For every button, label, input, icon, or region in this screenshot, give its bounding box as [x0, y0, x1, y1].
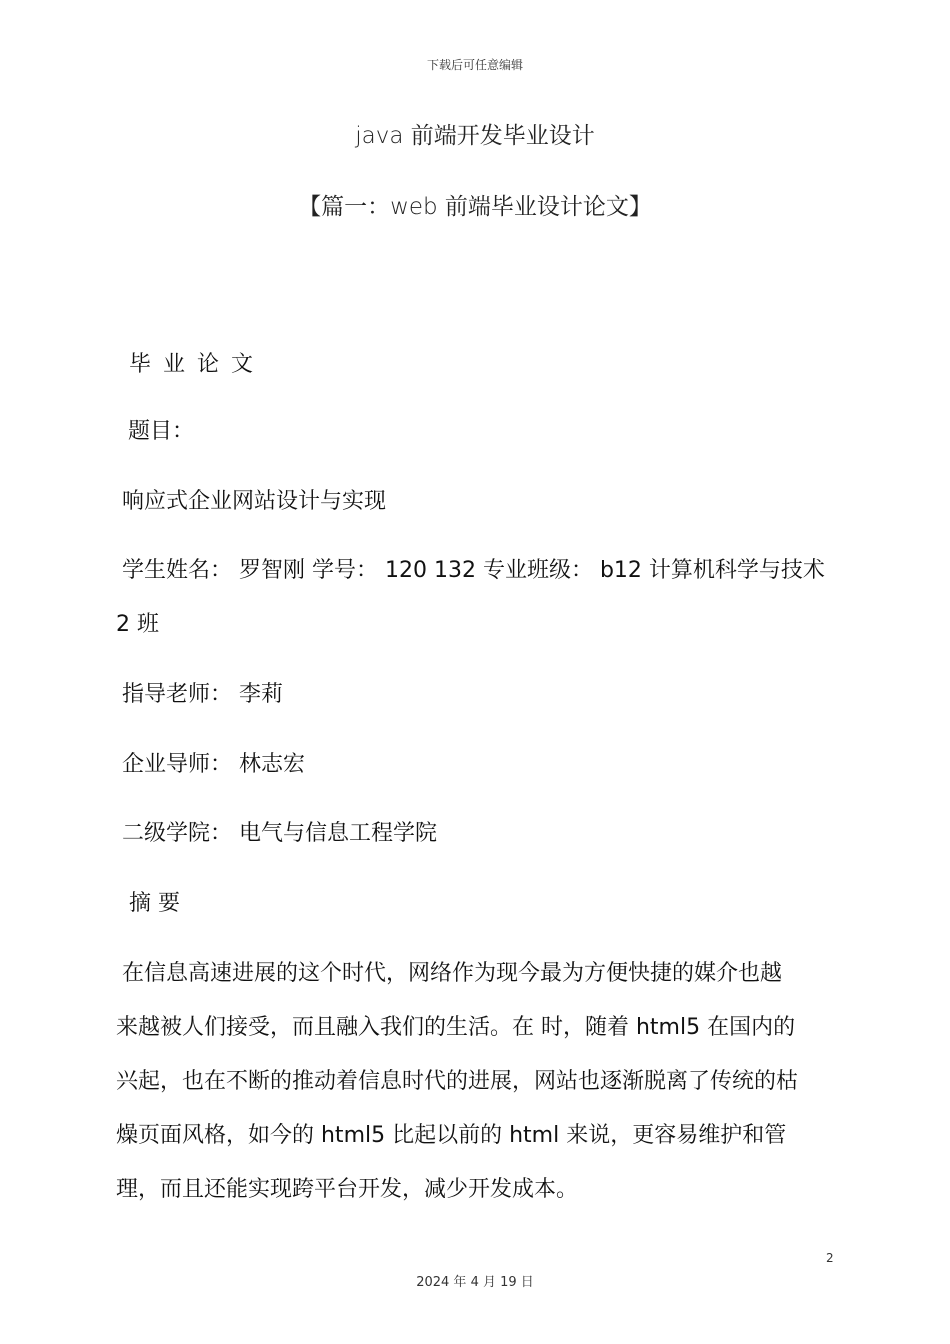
abstract-line: 来越被人们接受，而且融入我们的生活。在 时，随着 html5 在国内的: [116, 1015, 796, 1040]
document-title: java 前端开发毕业设计: [355, 123, 595, 149]
section-heading: 毕业论文: [129, 352, 266, 377]
college-line: 二级学院： 电气与信息工程学院: [122, 821, 437, 846]
abstract-line: 燥页面风格，如今的 html5 比起以前的 html 来说，更容易维护和管: [116, 1123, 787, 1148]
abstract-line: 理，而且还能实现跨平台开发，减少开发成本。: [116, 1177, 579, 1202]
student-info-line-1: 学生姓名： 罗智刚 学号： 120 132 专业班级： b12 计算机科学与技术: [122, 558, 825, 583]
advisor-line: 指导老师： 李莉: [122, 682, 283, 707]
abstract-heading: 摘 要: [129, 891, 180, 916]
topic-label: 题目：: [128, 419, 195, 444]
enterprise-advisor-line: 企业导师： 林志宏: [122, 752, 305, 777]
document-subtitle: 【篇一：web 前端毕业设计论文】: [298, 194, 652, 220]
abstract-line: 在信息高速进展的这个时代，网络作为现今最为方便快捷的媒介也越: [122, 961, 783, 986]
footer-date: 2024 年 4 月 19 日: [416, 1275, 534, 1290]
header-note: 下载后可任意编辑: [426, 58, 523, 72]
topic-text: 响应式企业网站设计与实现: [122, 489, 387, 514]
student-info-line-2: 2 班: [116, 612, 159, 637]
abstract-line: 兴起，也在不断的推动着信息时代的进展，网站也逐渐脱离了传统的枯: [116, 1069, 799, 1094]
page-number: 2: [826, 1251, 834, 1265]
